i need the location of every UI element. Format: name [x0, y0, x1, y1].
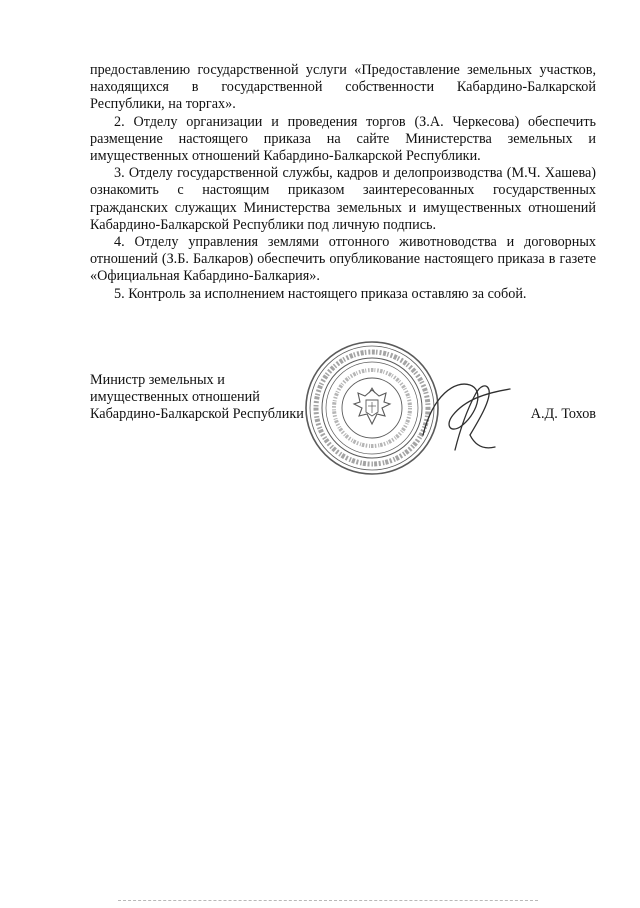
scan-edge-line — [118, 900, 538, 902]
handwritten-signature — [415, 375, 515, 460]
signer-title-line: имущественных отношений — [90, 389, 260, 406]
paragraph-item-2: 2. Отделу организации и проведения торгов (З.А. Черкесова) обеспечить размещение настоящего приказа на сайте Министерства земельных и имущественных отношений Кабардино-Балкарской Республики. — [90, 113, 596, 165]
paragraph-item-5: 5. Контроль за исполнением настоящего приказа оставляю за собой. — [114, 285, 527, 302]
signer-title-line: Кабардино-Балкарской Республики — [90, 406, 304, 423]
signer-title-line: Министр земельных и — [90, 372, 225, 388]
order-text — [90, 62, 596, 303]
paragraph-continuation: предоставлению государственной услуги «Предоставление земельных участков, находящихся в государственной собственности Кабардино-Балкарской Республики, на торгах». — [90, 62, 596, 113]
paragraph-item-4: 4. Отделу управления землями отгонного животноводства и договорных отношений (З.Б. Балкаров) обеспечить опубликование настоящего приказа в газете «Официальная Кабардино-Балкария». — [90, 234, 596, 285]
paragraph-item-3: 3. Отделу государственной службы, кадров и делопроизводства (М.Ч. Хашева) ознакомить с настоящим приказом заинтересованных государственных гражданских служащих Министерства земельных и имущественных отношений Кабардино-Балкарской Республики под личную подпись. — [90, 165, 596, 233]
signer-name: А.Д. Тохов — [530, 406, 596, 422]
